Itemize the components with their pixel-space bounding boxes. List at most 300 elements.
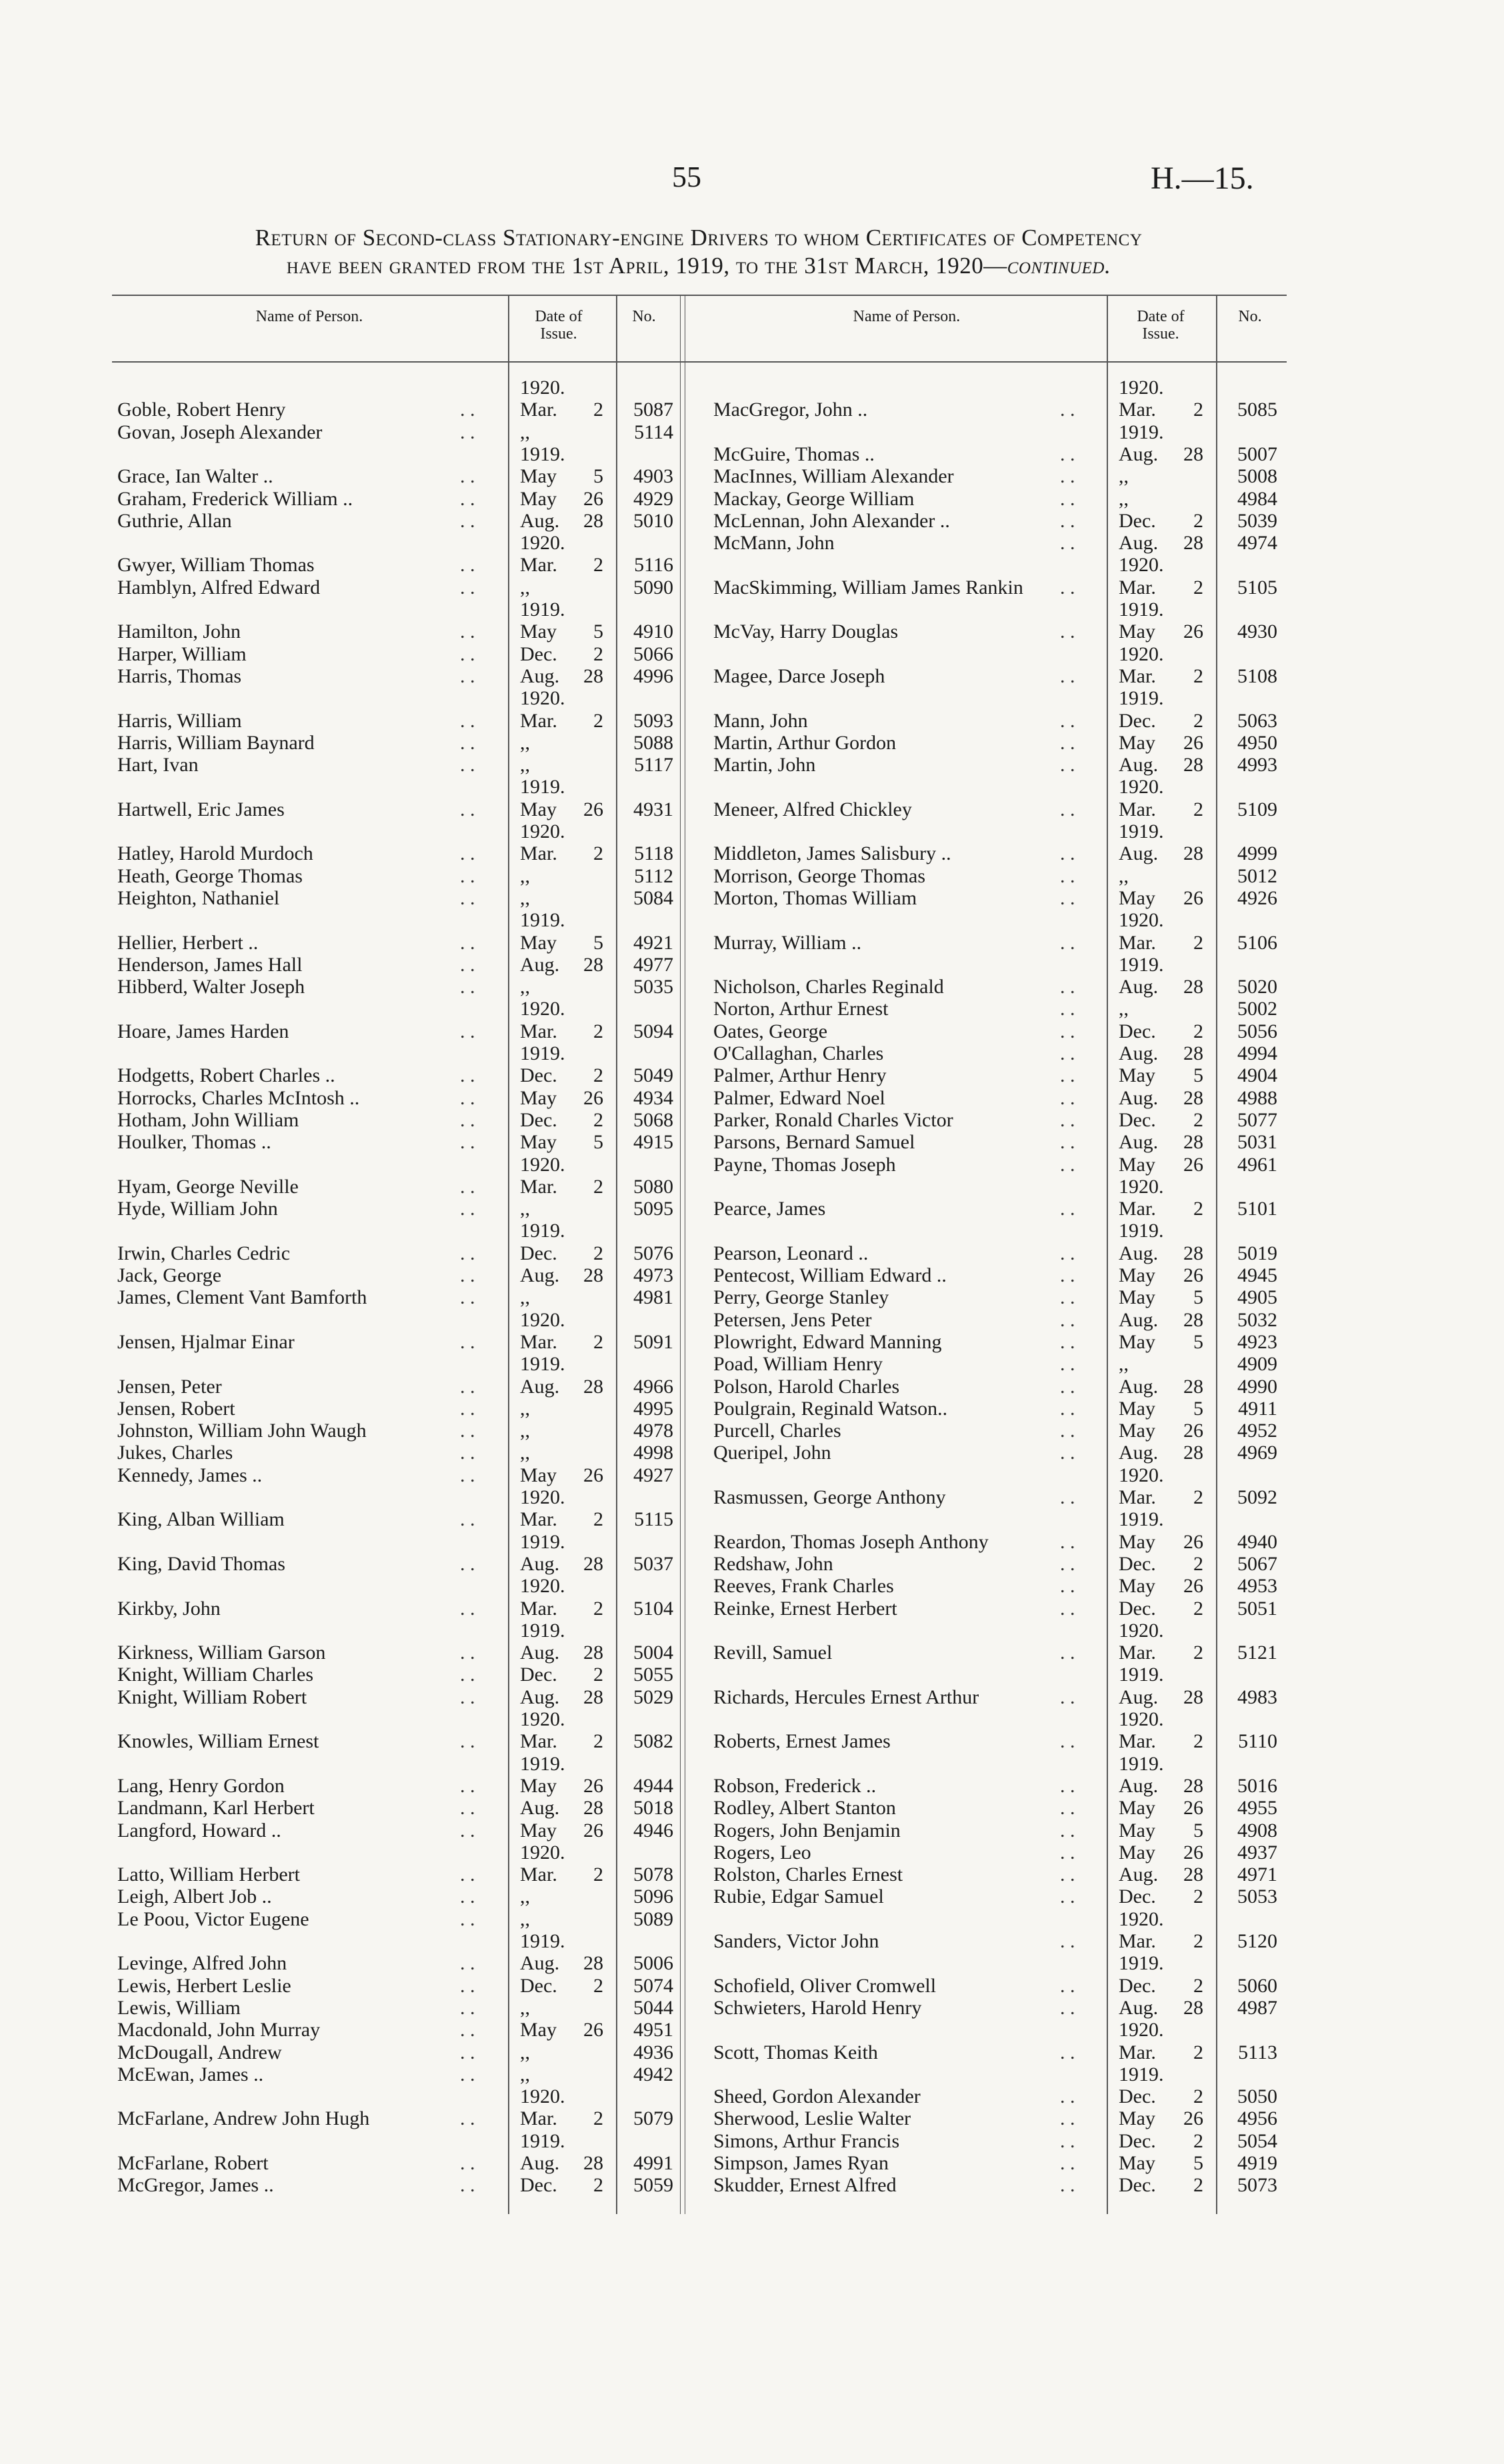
leader-dots: . . (460, 2019, 475, 2041)
issue-month: Dec. (1119, 1020, 1156, 1042)
certificate-number: 4927 (633, 1464, 673, 1486)
person-name: Leigh, Albert Job .. (117, 1885, 272, 1908)
issue-month: Dec. (520, 1242, 557, 1264)
person-name: Graham, Frederick William .. (117, 487, 353, 510)
person-name: Scott, Thomas Keith (713, 2041, 878, 2063)
certificate-number: 4953 (1237, 1575, 1277, 1598)
title-line-2 (113, 252, 1284, 280)
left-date-heading-l2: Issue. (540, 325, 577, 343)
leader-dots: . . (460, 1597, 475, 1620)
person-name: Heighton, Nathaniel (117, 886, 280, 909)
issue-day: 26 (1183, 1153, 1203, 1176)
person-name: Sherwood, Leslie Walter (713, 2107, 911, 2130)
issue-month: ,, (520, 1885, 530, 1908)
certificate-number: 5020 (1237, 976, 1277, 998)
certificate-number: 4923 (1237, 1330, 1277, 1353)
leader-dots: . . (1060, 2152, 1075, 2174)
leader-dots: . . (460, 1774, 475, 1797)
person-name: Richards, Hercules Ernest Arthur (713, 1686, 979, 1708)
issue-month: ,, (520, 2063, 530, 2085)
issue-month: May (1119, 1330, 1155, 1353)
person-name: Macdonald, John Murray (117, 2019, 321, 2041)
person-name: Lewis, William (117, 1996, 241, 2019)
leader-dots: . . (1060, 664, 1075, 687)
leader-dots: . . (1060, 1797, 1075, 1820)
certificate-number: 5109 (1237, 798, 1277, 820)
person-name: Morrison, George Thomas (713, 864, 926, 887)
person-name: Hartwell, Eric James (117, 798, 285, 820)
issue-month: Mar. (520, 1508, 557, 1531)
person-name: Jukes, Charles (117, 1442, 233, 1464)
issue-day: 28 (583, 1375, 603, 1398)
person-name: Hyde, William John (117, 1198, 278, 1220)
person-name: Lewis, Herbert Leslie (117, 1974, 291, 1997)
issue-month: May (520, 931, 557, 954)
issue-month: Aug. (1119, 1774, 1159, 1797)
leader-dots: . . (1060, 465, 1075, 488)
issue-day: 2 (593, 2174, 603, 2197)
issue-month: ,, (520, 1420, 530, 1442)
issue-year: 1920. (1119, 554, 1164, 577)
certificate-number: 4956 (1237, 2107, 1277, 2130)
issue-year: 1920. (1119, 1619, 1164, 1642)
certificate-number: 4944 (633, 1774, 673, 1797)
issue-day: 26 (1183, 1530, 1203, 1553)
issue-day: 2 (593, 1508, 603, 1531)
issue-year: 1919. (1119, 687, 1164, 710)
issue-year: 1919. (520, 599, 565, 620)
leader-dots: . . (1060, 2107, 1075, 2130)
person-name: McVay, Harry Douglas (713, 620, 899, 643)
issue-month: Aug. (520, 2152, 560, 2174)
issue-month: Aug. (1119, 842, 1159, 865)
person-name: James, Clement Vant Bamforth (117, 1286, 367, 1309)
issue-year: 1920. (520, 687, 565, 710)
certificate-number: 4978 (633, 1420, 673, 1442)
person-name: Revill, Samuel (713, 1642, 833, 1664)
person-name: Rogers, John Benjamin (713, 1819, 901, 1842)
person-name: Rogers, Leo (713, 1841, 811, 1863)
issue-day: 2 (593, 709, 603, 732)
leader-dots: . . (460, 576, 475, 599)
certificate-number: 4969 (1237, 1442, 1277, 1464)
certificate-number: 4919 (1237, 2152, 1277, 2174)
issue-month: ,, (1119, 864, 1129, 887)
issue-month: ,, (520, 886, 530, 909)
person-name: King, Alban William (117, 1508, 285, 1531)
issue-year: 1919. (520, 443, 565, 465)
issue-day: 2 (593, 1108, 603, 1131)
certificate-number: 5101 (1237, 1198, 1277, 1220)
leader-dots: . . (460, 931, 475, 954)
title-line-1: Return of Second-class Stationary-engine Drivers to whom Certificates of Competency (255, 225, 1143, 251)
issue-month: Aug. (520, 953, 560, 976)
issue-month: Mar. (520, 709, 557, 732)
issue-day: 28 (1183, 976, 1203, 998)
issue-day: 2 (593, 1064, 603, 1087)
issue-day: 26 (583, 487, 603, 510)
issue-month: May (1119, 1819, 1155, 1842)
person-name: Latto, William Herbert (117, 1863, 300, 1886)
issue-day: 2 (593, 842, 603, 865)
issue-day: 2 (1193, 1885, 1203, 1908)
issue-month: May (520, 465, 557, 488)
right-date-heading (1109, 308, 1212, 343)
leader-dots: . . (1060, 709, 1075, 732)
issue-month: May (520, 2019, 557, 2041)
leader-dots: . . (460, 1642, 475, 1664)
person-name: Harris, William Baynard (117, 731, 315, 754)
issue-day: 2 (593, 1597, 603, 1620)
issue-day: 26 (1183, 1841, 1203, 1863)
leader-dots: . . (1060, 532, 1075, 555)
leader-dots: . . (1060, 976, 1075, 998)
person-name: Kennedy, James .. (117, 1464, 263, 1486)
issue-month: Aug. (1119, 1242, 1159, 1264)
issue-day: 2 (593, 554, 603, 577)
certificate-number: 4981 (633, 1286, 673, 1309)
certificate-number: 4984 (1237, 487, 1277, 510)
issue-day: 26 (583, 1464, 603, 1486)
person-name: Martin, John (713, 754, 816, 776)
issue-month: Dec. (520, 1108, 557, 1131)
certificate-number: 5091 (633, 1330, 673, 1353)
issue-month: Mar. (1119, 1642, 1156, 1664)
leader-dots: . . (460, 1131, 475, 1154)
issue-year: 1919. (520, 1220, 565, 1242)
leader-dots: . . (460, 465, 475, 488)
issue-month: May (1119, 1841, 1155, 1863)
leader-dots: . . (1060, 1330, 1075, 1353)
person-name: O'Callaghan, Charles (713, 1042, 884, 1064)
issue-day: 28 (1183, 842, 1203, 865)
leader-dots: . . (1060, 1686, 1075, 1708)
issue-day: 2 (1193, 399, 1203, 421)
person-name: Harris, Thomas (117, 664, 242, 687)
issue-day: 5 (593, 620, 603, 643)
person-name: Lang, Henry Gordon (117, 1774, 285, 1797)
certificate-number: 5007 (1237, 443, 1277, 465)
leader-dots: . . (1060, 1375, 1075, 1398)
certificate-number: 5088 (633, 731, 673, 754)
person-name: Reinke, Ernest Herbert (713, 1597, 897, 1620)
leader-dots: . . (460, 1885, 475, 1908)
issue-month: Aug. (1119, 976, 1159, 998)
issue-month: ,, (520, 976, 530, 998)
certificate-number: 5077 (1237, 1108, 1277, 1131)
issue-day: 2 (593, 1863, 603, 1886)
issue-month: Dec. (1119, 1885, 1156, 1908)
person-name: Simons, Arthur Francis (713, 2129, 900, 2152)
issue-month: ,, (520, 1907, 530, 1930)
issue-day: 28 (1183, 1774, 1203, 1797)
issue-day: 28 (583, 1642, 603, 1664)
issue-month: ,, (1119, 465, 1129, 488)
right-date-heading-l1: Date of (1137, 308, 1185, 325)
issue-month: Aug. (1119, 443, 1159, 465)
certificate-number: 4952 (1237, 1420, 1277, 1442)
person-name: Grace, Ian Walter .. (117, 465, 273, 488)
issue-month: Mar. (520, 1020, 557, 1042)
leader-dots: . . (460, 1974, 475, 1997)
certificate-number: 5115 (634, 1508, 673, 1531)
issue-month: May (1119, 1397, 1155, 1420)
issue-day: 2 (1193, 576, 1203, 599)
certificate-number: 5054 (1237, 2129, 1277, 2152)
issue-day: 28 (1183, 1375, 1203, 1398)
leader-dots: . . (460, 1552, 475, 1575)
person-name: Parsons, Bernard Samuel (713, 1131, 915, 1154)
person-name: McFarlane, Andrew John Hugh (117, 2107, 370, 2130)
issue-month: Aug. (520, 664, 560, 687)
person-name: Middleton, James Salisbury .. (713, 842, 951, 865)
issue-day: 28 (583, 1952, 603, 1975)
leader-dots: . . (460, 2174, 475, 2197)
leader-dots: . . (460, 620, 475, 643)
certificate-number: 5068 (633, 1108, 673, 1131)
certificate-number: 4937 (1237, 1841, 1277, 1863)
issue-month: May (1119, 1530, 1155, 1553)
leader-dots: . . (1060, 1264, 1075, 1286)
certificate-number: 5006 (633, 1952, 673, 1975)
issue-year: 1919. (1119, 1664, 1164, 1686)
issue-day: 26 (583, 1086, 603, 1109)
certificate-number: 5078 (633, 1863, 673, 1886)
certificate-number: 5084 (633, 886, 673, 909)
issue-year: 1919. (1119, 1220, 1164, 1242)
issue-year: 1919. (1119, 599, 1164, 620)
person-name: Hodgetts, Robert Charles .. (117, 1064, 335, 1087)
issue-day: 28 (583, 1552, 603, 1575)
issue-month: Mar. (1119, 2041, 1156, 2063)
issue-day: 5 (1193, 2152, 1203, 2174)
certificate-number: 5035 (633, 976, 673, 998)
person-name: Payne, Thomas Joseph (713, 1153, 896, 1176)
person-name: Martin, Arthur Gordon (713, 731, 897, 754)
certificate-number: 4994 (1237, 1042, 1277, 1064)
certificate-number: 5121 (1237, 1642, 1277, 1664)
leader-dots: . . (1060, 1242, 1075, 1264)
leader-dots: . . (1060, 1597, 1075, 1620)
person-name: Hatley, Harold Murdoch (117, 842, 313, 865)
leader-dots: . . (1060, 1730, 1075, 1753)
certificate-number: 5019 (1237, 1242, 1277, 1264)
certificate-number: 5113 (1238, 2041, 1277, 2063)
person-name: Kirkby, John (117, 1597, 221, 1620)
person-name: Hotham, John William (117, 1108, 299, 1131)
person-name: Le Poou, Victor Eugene (117, 1907, 309, 1930)
leader-dots: . . (1060, 1575, 1075, 1598)
issue-month: Dec. (520, 642, 557, 665)
person-name: Hibberd, Walter Joseph (117, 976, 305, 998)
leader-dots: . . (460, 1996, 475, 2019)
person-name: Plowright, Edward Manning (713, 1330, 942, 1353)
leader-dots: . . (1060, 1086, 1075, 1109)
issue-month: Mar. (1119, 798, 1156, 820)
left-name-heading: Name of Person. (255, 308, 363, 325)
issue-month: May (1119, 1420, 1155, 1442)
certificate-number: 5082 (633, 1730, 673, 1753)
leader-dots: . . (460, 1464, 475, 1486)
leader-dots: . . (1060, 1064, 1075, 1087)
issue-year: 1920. (1119, 776, 1164, 798)
issue-month: ,, (520, 2041, 530, 2063)
person-name: Magee, Darce Joseph (713, 664, 885, 687)
issue-year: 1919. (1119, 2063, 1164, 2085)
issue-month: Aug. (520, 1375, 560, 1398)
leader-dots: . . (1060, 1397, 1075, 1420)
issue-day: 5 (1193, 1286, 1203, 1309)
title-line-2-italic: continued. (1007, 253, 1111, 279)
leader-dots: . . (1060, 842, 1075, 865)
issue-month: May (1119, 1064, 1155, 1087)
issue-day: 28 (583, 664, 603, 687)
leader-dots: . . (460, 1664, 475, 1686)
table-top-rule (112, 295, 1287, 296)
certificate-number: 5012 (1237, 864, 1277, 887)
issue-year: 1919. (520, 1619, 565, 1642)
certificate-number: 4973 (633, 1264, 673, 1286)
certificate-number: 4971 (1237, 1863, 1277, 1886)
certificate-number: 5095 (633, 1198, 673, 1220)
leader-dots: . . (460, 399, 475, 421)
issue-day: 28 (1183, 1131, 1203, 1154)
issue-day: 28 (1183, 1042, 1203, 1064)
leader-dots: . . (460, 1508, 475, 1531)
issue-month: Aug. (1119, 1996, 1159, 2019)
issue-day: 26 (1183, 1575, 1203, 1598)
issue-year: 1919. (1119, 1508, 1164, 1531)
leader-dots: . . (1060, 1286, 1075, 1309)
issue-month: Mar. (520, 1597, 557, 1620)
issue-month: Mar. (1119, 399, 1156, 421)
issue-month: ,, (520, 731, 530, 754)
person-name: Jack, George (117, 1264, 222, 1286)
issue-day: 2 (1193, 509, 1203, 532)
person-name: Reeves, Frank Charles (713, 1575, 894, 1598)
leader-dots: . . (1060, 509, 1075, 532)
leader-dots: . . (1060, 1774, 1075, 1797)
issue-day: 2 (1193, 1930, 1203, 1952)
issue-year: 1919. (520, 1930, 565, 1952)
leader-dots: . . (1060, 1530, 1075, 1553)
issue-day: 2 (1193, 798, 1203, 820)
issue-month: Aug. (520, 1686, 560, 1708)
person-name: McGuire, Thomas .. (713, 443, 875, 465)
issue-day: 2 (593, 1664, 603, 1686)
person-name: Landmann, Karl Herbert (117, 1797, 315, 1820)
issue-month: Mar. (520, 1730, 557, 1753)
leader-dots: . . (460, 709, 475, 732)
issue-month: Aug. (1119, 532, 1159, 555)
issue-month: May (1119, 2107, 1155, 2130)
certificate-number: 4945 (1237, 1264, 1277, 1286)
certificate-number: 4936 (633, 2041, 673, 2063)
leader-dots: . . (460, 1730, 475, 1753)
issue-year: 1919. (1119, 1952, 1164, 1975)
issue-month: Dec. (1119, 509, 1156, 532)
leader-dots: . . (1060, 576, 1075, 599)
issue-month: Mar. (520, 1863, 557, 1886)
certificate-number: 4905 (1237, 1286, 1277, 1309)
issue-year: 1919. (1119, 820, 1164, 842)
issue-month: ,, (520, 1996, 530, 2019)
issue-month: ,, (520, 1442, 530, 1464)
leader-dots: . . (460, 554, 475, 577)
leader-dots: . . (460, 1198, 475, 1220)
leader-dots: . . (1060, 1486, 1075, 1508)
person-name: Robson, Frederick .. (713, 1774, 877, 1797)
issue-year: 1919. (1119, 421, 1164, 443)
person-name: Oates, George (713, 1020, 828, 1042)
certificate-number: 4961 (1237, 1153, 1277, 1176)
issue-month: Dec. (1119, 1108, 1156, 1131)
person-name: Jensen, Hjalmar Einar (117, 1330, 295, 1353)
leader-dots: . . (460, 1819, 475, 1842)
person-name: Pearce, James (713, 1198, 826, 1220)
person-name: Guthrie, Allan (117, 509, 232, 532)
issue-year: 1920. (1119, 2019, 1164, 2041)
issue-month: Dec. (1119, 2129, 1156, 2152)
issue-month: Aug. (520, 509, 560, 532)
certificate-number: 5016 (1237, 1774, 1277, 1797)
person-name: King, David Thomas (117, 1552, 285, 1575)
issue-day: 2 (1193, 1974, 1203, 1997)
issue-day: 2 (1193, 2174, 1203, 2197)
leader-dots: . . (460, 1375, 475, 1398)
leader-dots: . . (460, 1242, 475, 1264)
issue-day: 26 (1183, 620, 1203, 643)
issue-month: Aug. (1119, 1131, 1159, 1154)
issue-day: 2 (593, 1974, 603, 1997)
leader-dots: . . (1060, 1020, 1075, 1042)
leader-dots: . . (1060, 1420, 1075, 1442)
leader-dots: . . (1060, 798, 1075, 820)
leader-dots: . . (1060, 731, 1075, 754)
person-name: Palmer, Edward Noel (713, 1086, 885, 1109)
leader-dots: . . (1060, 2129, 1075, 2152)
certificate-number: 4930 (1237, 620, 1277, 643)
person-name: Heath, George Thomas (117, 864, 303, 887)
issue-year: 1919. (520, 1530, 565, 1553)
issue-month: Aug. (1119, 1375, 1159, 1398)
person-name: Polson, Harold Charles (713, 1375, 900, 1398)
issue-month: Mar. (1119, 931, 1156, 954)
certificate-number: 4996 (633, 664, 673, 687)
certificate-number: 4977 (633, 953, 673, 976)
certificate-number: 5067 (1237, 1552, 1277, 1575)
issue-month: ,, (1119, 487, 1129, 510)
left-no-heading: No. (632, 308, 656, 325)
issue-month: Dec. (520, 1974, 557, 1997)
certificate-number: 5116 (634, 554, 673, 577)
issue-month: ,, (520, 1397, 530, 1420)
person-name: Rubie, Edgar Samuel (713, 1885, 884, 1908)
issue-year: 1920. (1119, 642, 1164, 665)
leader-dots: . . (1060, 1930, 1075, 1952)
issue-month: May (1119, 1286, 1155, 1309)
issue-day: 26 (583, 798, 603, 820)
issue-month: May (520, 798, 557, 820)
person-name: Redshaw, John (713, 1552, 833, 1575)
leader-dots: . . (460, 1952, 475, 1975)
certificate-number: 5059 (633, 2174, 673, 2197)
person-name: Norton, Arthur Ernest (713, 998, 889, 1020)
certificate-number: 4991 (633, 2152, 673, 2174)
certificate-number: 5008 (1237, 465, 1277, 488)
issue-month: ,, (520, 1198, 530, 1220)
issue-month: May (1119, 731, 1155, 754)
